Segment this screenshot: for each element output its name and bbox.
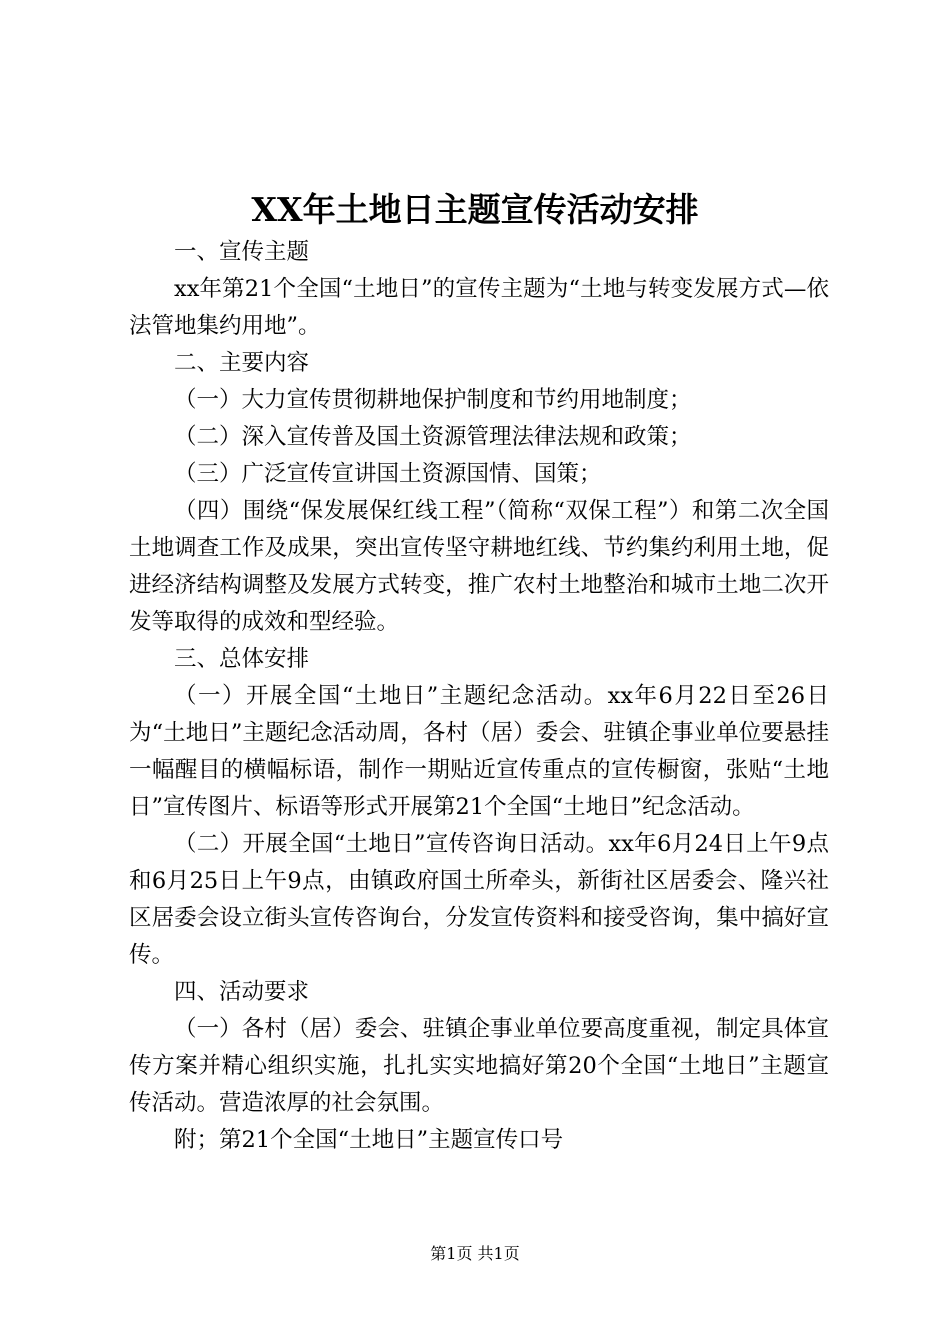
section-heading-publicity-theme: 一、宣传主题 [174, 239, 310, 265]
paragraph-appendix-note: 附；第21个全国“土地日”主题宣传口号 [174, 1127, 564, 1153]
paragraph-content-item-4: （四）围绕“保发展保红线工程”（简称“双保工程”）和第二次全国土地调查工作及成果，突出宣传坚守耕地红线、节约集约利用土地，促进经济结构调整及发展方式转变，推广农村土地整治和城市土地二次开发等取得的成效和型经验。 [129, 498, 829, 635]
paragraph-content-item-3: （三）广泛宣传宣讲国土资源国情、国策； [174, 461, 602, 487]
paragraph-requirement-item-1: （一）各村（居）委会、驻镇企事业单位要高度重视，制定具体宣传方案并精心组织实施，扎扎实实地搞好第20个全国“土地日”主题宣传活动。营造浓厚的社会氛围。 [129, 1016, 829, 1116]
section-heading-activity-requirements: 四、活动要求 [174, 979, 310, 1005]
section-heading-overall-arrangement: 三、总体安排 [174, 646, 310, 672]
paragraph-content-item-2: （二）深入宣传普及国土资源管理法律法规和政策； [174, 424, 692, 450]
document-title: XX年土地日主题宣传活动安排 [251, 190, 699, 229]
paragraph-arrangement-item-1: （一）开展全国“土地日”主题纪念活动。xx年6月22日至26日为“土地日”主题纪念活动周，各村（居）委会、驻镇企事业单位要悬挂一幅醒目的横幅标语，制作一期贴近宣传重点的宣传橱窗，张贴“土地日”宣传图片、标语等形式开展第21个全国“土地日”纪念活动。 [129, 683, 829, 820]
paragraph-content-item-1: （一）大力宣传贯彻耕地保护制度和节约用地制度； [174, 387, 692, 413]
paragraph-theme-statement: xx年第21个全国“土地日”的宣传主题为“土地与转变发展方式—依法管地集约用地”。 [129, 276, 829, 339]
document-body [129, 234, 829, 1159]
section-heading-main-content: 二、主要内容 [174, 350, 310, 376]
page-number-footer: 第1页 共1页 [430, 1244, 520, 1263]
paragraph-arrangement-item-2: （二）开展全国“土地日”宣传咨询日活动。xx年6月24日上午9点和6月25日上午9点，由镇政府国土所牵头，新街社区居委会、隆兴社区居委会设立街头宣传咨询台，分发宣传资料和接受咨询，集中搞好宣传。 [129, 831, 829, 968]
